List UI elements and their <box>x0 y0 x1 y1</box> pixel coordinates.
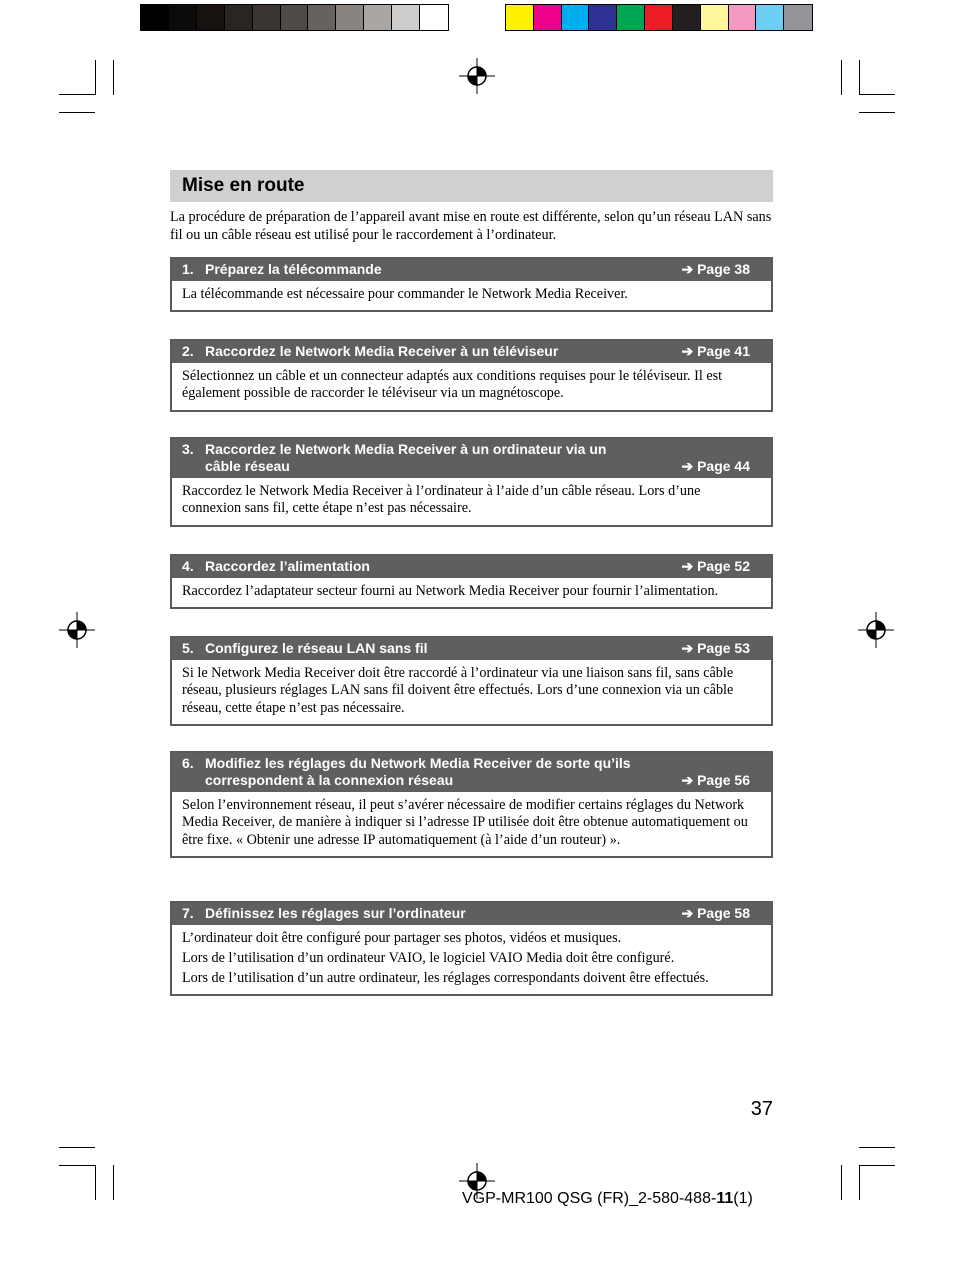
step-number: 7. <box>182 905 194 921</box>
color-swatch <box>392 5 420 30</box>
color-swatch <box>281 5 309 30</box>
step-description <box>172 792 771 856</box>
step-header <box>172 903 771 925</box>
footer-code: VGP-MR100 QSG (FR)_2-580-488- <box>462 1190 717 1207</box>
document-footer <box>462 1190 753 1208</box>
step-title: Raccordez l’alimentation <box>205 558 370 574</box>
color-swatch <box>308 5 336 30</box>
step-page-reference: ➔ Page 41 <box>681 343 750 359</box>
color-calibration-bar <box>505 4 813 31</box>
step-number: 3. <box>182 441 194 457</box>
step-header <box>172 753 771 792</box>
section-header <box>170 170 773 202</box>
footer-suffix: (1) <box>733 1190 753 1207</box>
step-number: 4. <box>182 558 194 574</box>
color-swatch <box>506 5 534 30</box>
step-paragraph: Sélectionnez un câble et un connecteur adaptés aux conditions requises pour le téléviseur. Il est également possible de raccorder le téléviseur via un magnétoscope. <box>182 368 723 402</box>
step-description <box>172 281 771 310</box>
step-box <box>170 751 773 858</box>
color-swatch <box>534 5 562 30</box>
step-paragraph: Si le Network Media Receiver doit être raccordé à l’ordinateur via une liaison sans fil, sans câble réseau, plusieurs réglages LAN sans fil doivent être effectués. Lors d’une connexion via un câble réseau, cette étape n’est pas nécessaire. <box>182 665 734 716</box>
color-swatch <box>701 5 729 30</box>
color-swatch <box>562 5 590 30</box>
color-swatch <box>253 5 281 30</box>
grayscale-calibration-bar <box>140 4 449 31</box>
step-page-reference: ➔ Page 38 <box>681 261 750 277</box>
step-box <box>170 339 773 412</box>
color-swatch <box>420 5 448 30</box>
registration-mark-icon <box>858 612 894 648</box>
step-page-reference: ➔ Page 56 <box>681 772 750 788</box>
step-header <box>172 638 771 660</box>
step-header <box>172 439 771 478</box>
step-page-reference: ➔ Page 58 <box>681 905 750 921</box>
registration-mark-icon <box>59 612 95 648</box>
color-swatch <box>617 5 645 30</box>
step-title: Raccordez le Network Media Receiver à un téléviseur <box>205 343 559 359</box>
step-box <box>170 901 773 996</box>
step-description <box>172 578 771 607</box>
color-swatch <box>169 5 197 30</box>
footer-revision: 11 <box>716 1190 734 1207</box>
color-swatch <box>784 5 812 30</box>
step-page-reference: ➔ Page 52 <box>681 558 750 574</box>
step-number: 5. <box>182 640 194 656</box>
step-page-reference: ➔ Page 44 <box>681 458 750 474</box>
color-swatch <box>645 5 673 30</box>
section-title: Mise en route <box>182 175 305 196</box>
step-title: Raccordez le Network Media Receiver à un ordinateur via un câble réseau <box>205 441 607 474</box>
step-title: Définissez les réglages sur l’ordinateur <box>205 905 466 921</box>
step-paragraph: Lors de l’utilisation d’un ordinateur VAIO, le logiciel VAIO Media doit être configuré. <box>182 949 675 966</box>
color-swatch <box>589 5 617 30</box>
step-box <box>170 437 773 527</box>
step-paragraph: L’ordinateur doit être configuré pour partager ses photos, vidéos et musiques. <box>182 930 622 946</box>
step-paragraph: Raccordez l’adaptateur secteur fourni au Network Media Receiver pour fournir l’alimentation. <box>182 583 719 599</box>
step-description <box>172 363 771 410</box>
color-swatch <box>729 5 757 30</box>
step-title: Configurez le réseau LAN sans fil <box>205 640 428 656</box>
step-number: 1. <box>182 261 194 277</box>
registration-mark-icon <box>459 58 495 94</box>
step-number: 2. <box>182 343 194 359</box>
step-description <box>172 478 771 525</box>
step-box <box>170 257 773 312</box>
step-box <box>170 636 773 726</box>
step-header <box>172 341 771 363</box>
step-description <box>172 925 771 994</box>
color-swatch <box>673 5 701 30</box>
color-swatch <box>364 5 392 30</box>
step-title: Préparez la télécommande <box>205 261 382 277</box>
step-description <box>172 660 771 724</box>
step-box <box>170 554 773 609</box>
step-number: 6. <box>182 755 194 771</box>
step-header <box>172 259 771 281</box>
color-swatch <box>141 5 169 30</box>
step-page-reference: ➔ Page 53 <box>681 640 750 656</box>
step-paragraph: Lors de l’utilisation d’un autre ordinateur, les réglages correspondants doivent être effectués. <box>182 969 709 986</box>
step-paragraph: Raccordez le Network Media Receiver à l’ordinateur à l’aide d’un câble réseau. Lors d’une connexion sans fil, cette étape n’est pas nécessaire. <box>182 483 701 517</box>
step-title: Modifiez les réglages du Network Media Receiver de sorte qu’ils correspondent à la connexion réseau <box>205 755 631 788</box>
color-swatch <box>336 5 364 30</box>
step-paragraph: La télécommande est nécessaire pour commander le Network Media Receiver. <box>182 286 628 302</box>
step-header <box>172 556 771 578</box>
page-number: 37 <box>750 1098 773 1120</box>
color-swatch <box>756 5 784 30</box>
intro-paragraph: La procédure de préparation de l’appareil avant mise en route est différente, selon qu’un réseau LAN sans fil ou un câble réseau est utilisé pour le raccordement à l’ordinateur. <box>170 209 772 243</box>
step-paragraph: Selon l’environnement réseau, il peut s’avérer nécessaire de modifier certains réglages du Network Media Receiver, de manière à indiquer si l’adresse IP utilisée doit être obtenue automatiquement ou être fixe. « Obtenir une adresse IP automatiquement (à l’aide d’un routeur) ». <box>182 797 748 848</box>
color-swatch <box>225 5 253 30</box>
color-swatch <box>197 5 225 30</box>
